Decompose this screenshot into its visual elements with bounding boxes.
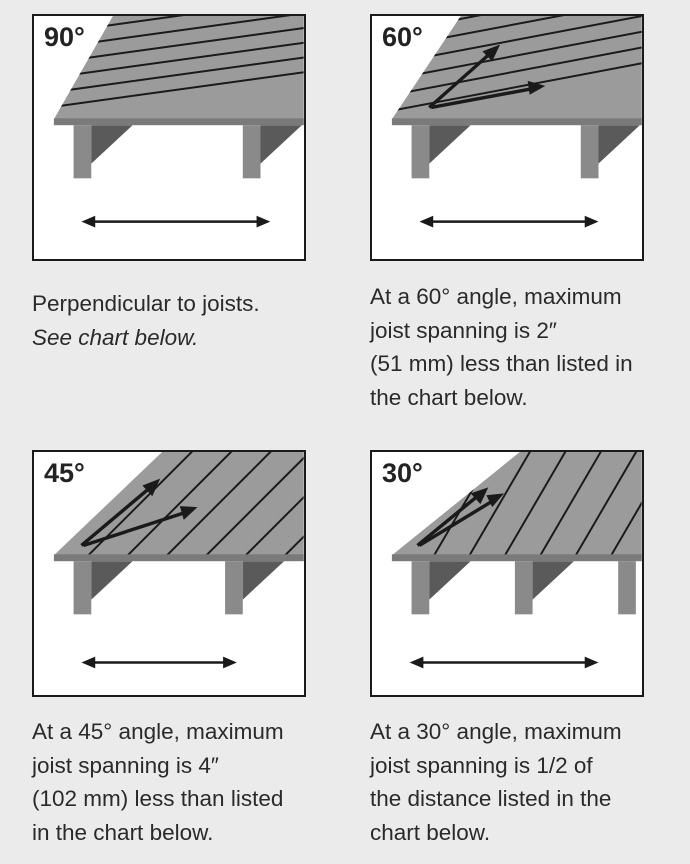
joist-left (74, 125, 92, 178)
span-arrow (410, 657, 599, 669)
joist-left (74, 561, 92, 614)
joist-left (412, 561, 430, 614)
angle-label-45: 45° (44, 458, 85, 488)
caption-line: (51 mm) less than listed in (370, 351, 633, 376)
caption-line: (102 mm) less than listed (32, 786, 284, 811)
caption-90 (32, 287, 342, 354)
joist-left (412, 125, 430, 178)
caption-line: joist spanning is 4″ (32, 752, 219, 778)
caption-emphasis: See chart below. (32, 324, 199, 350)
deck-boards (54, 16, 304, 119)
panel-60-degrees (370, 14, 644, 261)
angle-label-60: 60° (382, 22, 423, 52)
panel-90-degrees (32, 14, 306, 261)
caption-line: the chart below. (370, 384, 528, 410)
angle-label-90: 90° (44, 22, 85, 52)
span-arrow (81, 657, 236, 669)
caption-line: Perpendicular to joists. (32, 291, 260, 316)
rim-board (392, 554, 642, 561)
caption-line: At a 30° angle, maximum (370, 719, 622, 744)
deck-diagram-45 (34, 452, 304, 695)
caption-line: chart below. (370, 819, 491, 845)
joist-right (618, 561, 636, 614)
joist-right (581, 125, 599, 178)
angle-label-30: 30° (382, 458, 423, 488)
caption-60 (370, 280, 680, 414)
rim-board (54, 118, 304, 125)
caption-30 (370, 715, 680, 849)
panel-30-degrees (370, 450, 644, 697)
deck-diagram-60 (372, 16, 642, 259)
span-arrow (419, 216, 598, 228)
joist-right (225, 561, 243, 614)
caption-line: in the chart below. (32, 819, 214, 845)
panel-45-degrees (32, 450, 306, 697)
caption-line: the distance listed in the (370, 786, 612, 811)
caption-line: joist spanning is 2″ (370, 317, 557, 343)
deck-diagram-30 (372, 452, 642, 695)
rim-board (54, 554, 304, 561)
caption-45 (32, 715, 342, 849)
joist-right (243, 125, 261, 178)
rim-board (392, 118, 642, 125)
caption-line: At a 60° angle, maximum (370, 284, 622, 309)
caption-line: joist spanning is 1/2 of (370, 752, 593, 778)
span-arrow (81, 216, 270, 228)
deck-diagram-90 (34, 16, 304, 259)
caption-line: At a 45° angle, maximum (32, 719, 284, 744)
joist-middle (515, 561, 533, 614)
